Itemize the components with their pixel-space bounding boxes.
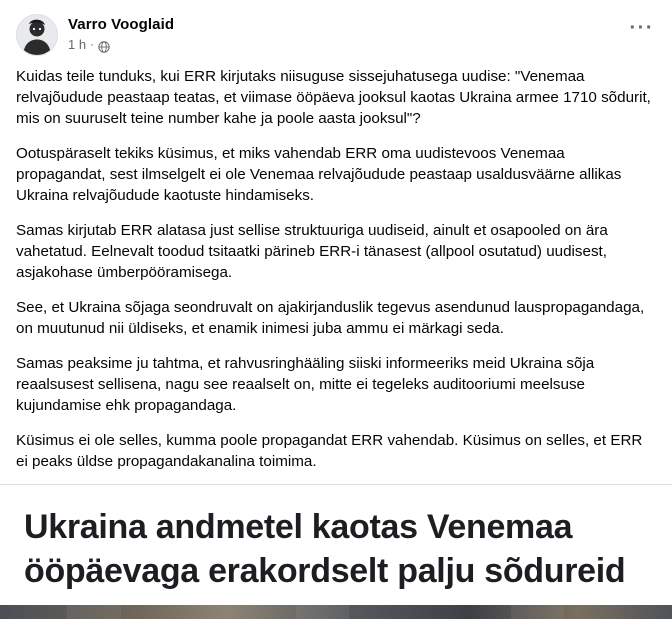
avatar[interactable] <box>16 14 58 56</box>
post-paragraph: Kuidas teile tunduks, kui ERR kirjutaks niisuguse sissejuhatusega uudise: "Venemaa relvajõudude peastaap teatas, et viimase ööpäeva jooksul kaotas Ukraina armee 1710 sõdurit, mis on suuruselt teine number kahe ja poole aasta jooksul"? <box>16 68 651 127</box>
post-paragraph: Samas kirjutab ERR alatasa just sellise struktuuriga uudiseid, ainult et osapooled on ära vahetatud. Eelnevalt toodud tsitaatki pärineb ERR-i tänasest (allpool osutatud) uudisest, asjakohase ümberpööramisega. <box>16 222 608 281</box>
globe-icon[interactable] <box>98 40 110 52</box>
post-paragraph: Küsimus ei ole selles, kumma poole propagandat ERR vahendab. Küsimus on selles, et ERR ei peaks üldse propagandakanalina toimima. <box>16 432 643 470</box>
profile-avatar-icon <box>17 15 57 55</box>
post-paragraph: See, et Ukraina sõjaga seondruvalt on ajakirjanduslik tegevus asendunud lauspropagandaga, on muutunud nii üldiseks, et enamik inimesi juba ammu ei märkagi seda. <box>16 299 645 337</box>
meta-separator: · <box>90 37 95 51</box>
post-meta <box>68 36 622 53</box>
post-header <box>0 0 672 62</box>
post-more-options-button[interactable]: ··· <box>629 17 654 39</box>
link-card-image[interactable] <box>0 605 672 619</box>
post-paragraph: Samas peaksime ju tahtma, et rahvusringhääling siiski informeeriks meid Ukraina sõja reaalsusest sellisena, nagu see reaalselt on, mitte ei tegeleks auditooriumi meelsuse kujundamise ehk propagandaga. <box>16 355 595 414</box>
post-text-body <box>0 62 672 484</box>
link-card-headline[interactable]: Ukraina andmetel kaotas Venemaa ööpäevaga erakordselt palju sõdureid <box>24 508 626 590</box>
shared-link-card[interactable] <box>0 485 672 619</box>
post-author-block <box>68 14 622 53</box>
post-timestamp[interactable]: 1 h <box>68 37 87 52</box>
post-paragraph: Ootuspäraselt tekiks küsimus, et miks vahendab ERR oma uudistevoos Venemaa propagandat, sest ilmselgelt ei ole Venemaa relvajõudude peastaap usaldusväärne allikas Ukraina relvajõudude kaotuste hindamiseks. <box>16 145 622 204</box>
post-author-name[interactable]: Varro Vooglaid <box>68 16 175 33</box>
link-card-headline-wrap <box>0 485 672 605</box>
